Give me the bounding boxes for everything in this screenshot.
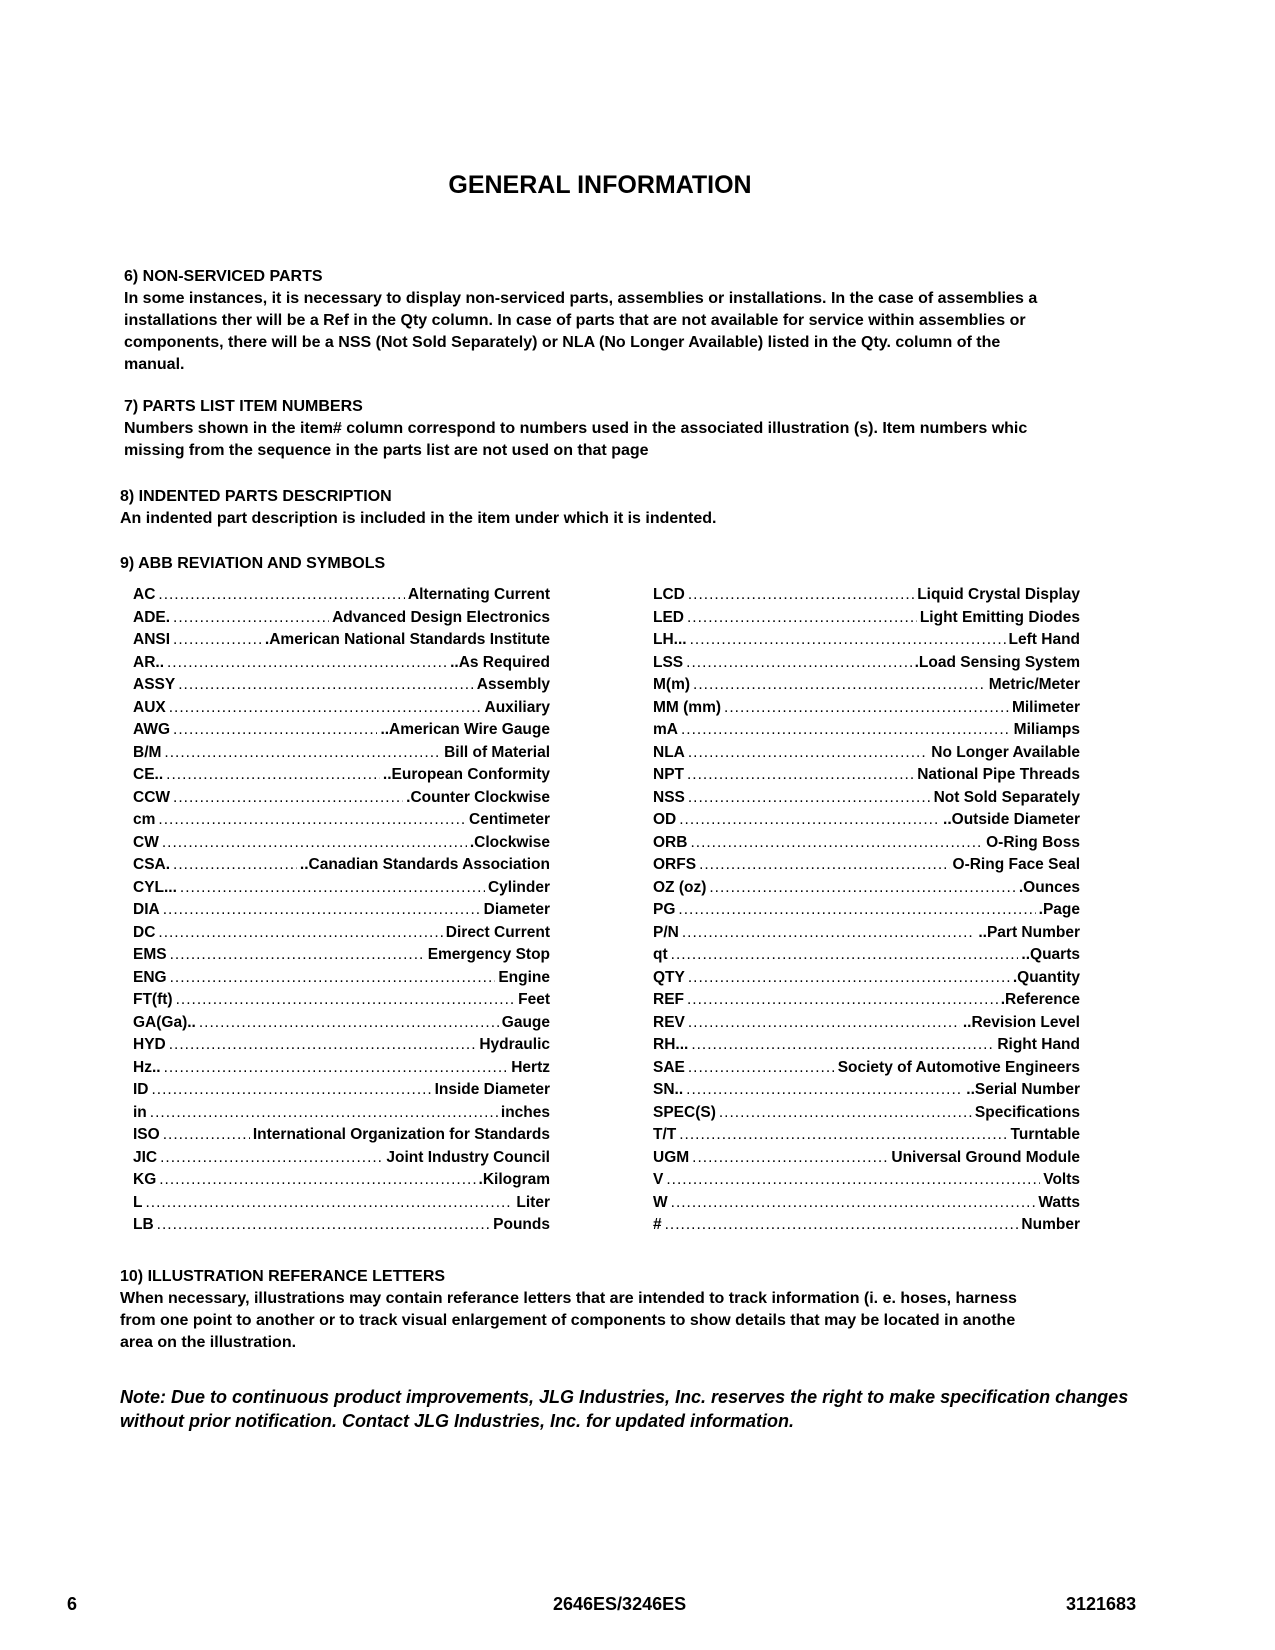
abbreviation-meaning: Right Hand	[997, 1036, 1080, 1053]
abbreviation-meaning: Advanced Design Electronics	[332, 608, 550, 626]
abbreviation-term: NSS	[653, 788, 685, 806]
abbreviation-row	[133, 699, 550, 722]
dot-leader	[159, 1171, 475, 1189]
abbreviation-row	[653, 1194, 1080, 1217]
abbreviation-term: LCD	[653, 586, 685, 603]
dot-leader	[709, 879, 1015, 897]
abbreviation-term: LB	[133, 1216, 154, 1233]
paragraph-line: An indented part description is included in the item under which it is indented.	[120, 510, 717, 527]
dot-leader	[158, 586, 405, 604]
abbreviation-term: KG	[133, 1171, 157, 1188]
abbreviation-term: EMS	[133, 946, 167, 963]
abbreviation-row	[653, 1036, 1080, 1059]
abbreviation-meaning: .Kilogram	[478, 1171, 550, 1188]
abbreviation-term: PG	[653, 901, 676, 918]
dot-leader	[666, 1171, 1040, 1189]
paragraph-line: Numbers shown in the item# column correspond to numbers used in the associated illustration (s). Item numbers whic	[124, 420, 1028, 437]
abbreviation-row	[653, 631, 1080, 654]
abbreviation-term: OZ (oz)	[653, 878, 707, 896]
abbreviation-term: CYL...	[133, 878, 177, 896]
abbreviation-term: HYD	[133, 1036, 166, 1053]
dot-leader	[690, 631, 1006, 649]
abbreviation-term: AWG	[133, 721, 171, 738]
abbreviation-row	[653, 721, 1080, 744]
abbreviation-row	[133, 789, 550, 812]
abbreviation-row	[653, 991, 1080, 1014]
dot-leader	[160, 1149, 383, 1167]
abbreviation-term: ID	[133, 1081, 149, 1098]
abbreviation-row	[133, 969, 550, 992]
abbreviation-row	[133, 946, 550, 969]
abbreviation-meaning: Not Sold Separately	[933, 788, 1080, 806]
abbreviation-meaning: Watts	[1038, 1193, 1080, 1211]
dot-leader	[724, 699, 1009, 717]
paragraph-line: components, there will be a NSS (Not Sold Separately) or NLA (No Longer Available) listed in the Qty. column of the	[124, 334, 1001, 351]
abbreviation-row	[653, 1126, 1080, 1149]
dot-leader	[688, 789, 931, 807]
abbreviation-term: ENG	[133, 968, 167, 986]
abbreviation-meaning: ..Revision Level	[962, 1013, 1080, 1031]
dot-leader	[162, 834, 467, 852]
abbreviation-meaning: Alternating Current	[407, 586, 550, 603]
abbreviation-term: ANSI	[133, 631, 171, 648]
abbreviation-term: LH...	[653, 631, 687, 648]
abbreviation-term: QTY	[653, 968, 685, 986]
dot-leader	[150, 1104, 498, 1122]
abbreviation-meaning: Cylinder	[487, 878, 550, 896]
abbreviation-meaning: .Page	[1038, 901, 1080, 918]
dot-leader	[681, 721, 1011, 739]
abbreviation-term: NLA	[653, 743, 685, 761]
abbreviation-term: B/M	[133, 743, 162, 761]
abbreviation-row	[653, 1216, 1080, 1239]
paragraph-line: missing from the sequence in the parts list are not used on that page	[124, 442, 649, 459]
dot-leader	[688, 969, 1010, 987]
abbreviation-meaning: Centimeter	[469, 811, 550, 828]
abbreviation-term: CSA.	[133, 856, 171, 873]
abbreviation-row	[653, 946, 1080, 969]
abbreviation-meaning: .Clockwise	[469, 833, 550, 851]
dot-leader	[686, 1081, 963, 1099]
abbreviation-meaning: .Quantity	[1012, 968, 1080, 986]
page-title: GENERAL INFORMATION	[448, 171, 752, 199]
abbreviation-meaning: No Longer Available	[931, 743, 1080, 761]
abbreviation-term: REV	[653, 1013, 685, 1031]
abbreviation-term: REF	[653, 991, 684, 1008]
abbreviation-row	[133, 1171, 550, 1194]
abbreviation-row	[653, 676, 1080, 699]
abbreviation-meaning: ..Canadian Standards Association	[299, 856, 550, 873]
section-heading: 7) PARTS LIST ITEM NUMBERS	[124, 398, 363, 415]
abbreviation-meaning: Assembly	[476, 676, 550, 693]
dot-leader	[163, 1126, 250, 1144]
paragraph-line: installations ther will be a Ref in the Qty column. In case of parts that are not available for service within assemblies or	[124, 312, 1026, 329]
abbreviation-meaning: Diameter	[483, 901, 550, 918]
abbreviation-meaning: O-Ring Boss	[986, 833, 1080, 851]
dot-leader	[173, 856, 297, 874]
abbreviation-meaning: Miliamps	[1013, 721, 1080, 738]
abbreviation-row	[133, 609, 550, 632]
dot-leader	[693, 676, 986, 694]
paragraph-line: from one point to another or to track visual enlargement of components to show details that may be located in anothe	[120, 1312, 1016, 1329]
abbreviation-row	[653, 609, 1080, 632]
dot-leader	[671, 946, 1019, 964]
abbreviation-meaning: inches	[500, 1103, 550, 1121]
abbreviation-meaning: ..Serial Number	[966, 1081, 1080, 1098]
abbreviation-meaning: O-Ring Face Seal	[952, 856, 1080, 873]
document-number: 3121683	[1066, 1594, 1137, 1614]
abbreviation-term: AR..	[133, 653, 164, 671]
abbreviation-meaning: Inside Diameter	[434, 1081, 550, 1098]
dot-leader	[199, 1014, 499, 1032]
abbreviation-meaning: .Reference	[1000, 991, 1080, 1008]
abbreviation-row	[133, 991, 550, 1014]
dot-leader	[158, 924, 442, 942]
abbreviation-row	[653, 766, 1080, 789]
abbreviation-row	[653, 1171, 1080, 1194]
abbreviation-row	[653, 1104, 1080, 1127]
abbreviation-meaning: .Load Sensing System	[914, 653, 1080, 671]
abbreviation-row	[133, 654, 550, 677]
abbreviation-list-right	[653, 586, 1080, 1239]
dot-leader	[687, 766, 914, 784]
abbreviation-meaning: ..Quarts	[1021, 946, 1080, 963]
dot-leader	[719, 1104, 972, 1122]
abbreviation-meaning: Liter	[516, 1193, 550, 1211]
dot-leader	[665, 1216, 1019, 1234]
dot-leader	[167, 654, 447, 672]
section-illustration-reference-letters	[120, 1266, 1130, 1354]
dot-leader	[671, 1194, 1036, 1212]
abbreviation-term: qt	[653, 946, 668, 963]
abbreviation-term: UGM	[653, 1148, 690, 1166]
abbreviation-meaning: Specifications	[974, 1103, 1080, 1121]
abbreviation-term: GA(Ga)..	[133, 1013, 196, 1031]
section-non-serviced-parts	[124, 266, 1134, 376]
abbreviation-row	[133, 1081, 550, 1104]
model-number: 2646ES/3246ES	[553, 1594, 687, 1614]
abbreviation-meaning: Volts	[1043, 1171, 1080, 1188]
abbreviation-term: T/T	[653, 1126, 677, 1143]
section-heading: 10) ILLUSTRATION REFERANCE LETTERS	[120, 1268, 446, 1285]
dot-leader	[692, 1149, 888, 1167]
paragraph-line: In some instances, it is necessary to display non-serviced parts, assemblies or installations. In the case of assemblies a	[124, 290, 1038, 307]
paragraph-line: area on the illustration.	[120, 1334, 297, 1351]
dot-leader	[176, 991, 516, 1009]
abbreviation-row	[133, 586, 550, 609]
abbreviation-row	[133, 1126, 550, 1149]
abbreviation-list-left	[133, 586, 550, 1239]
abbreviation-term: CCW	[133, 788, 171, 806]
abbreviation-row	[653, 924, 1080, 947]
abbreviation-meaning: Universal Ground Module	[891, 1148, 1080, 1166]
abbreviation-meaning: Metric/Meter	[988, 676, 1080, 693]
dot-leader	[686, 654, 911, 672]
abbreviation-term: L	[133, 1193, 143, 1211]
dot-leader	[164, 1059, 509, 1077]
abbreviation-row	[133, 811, 550, 834]
dot-leader	[173, 609, 329, 627]
abbreviation-row	[653, 811, 1080, 834]
abbreviation-row	[653, 834, 1080, 857]
abbreviation-row	[133, 721, 550, 744]
abbreviation-meaning: Turntable	[1010, 1126, 1080, 1143]
dot-leader	[170, 969, 496, 987]
abbreviation-term: FT(ft)	[133, 991, 173, 1008]
dot-leader	[169, 699, 482, 717]
abbreviation-term: DIA	[133, 901, 160, 918]
abbreviation-row	[653, 654, 1080, 677]
abbreviation-meaning: Society of Automotive Engineers	[837, 1058, 1080, 1076]
abbreviation-term: SAE	[653, 1058, 685, 1076]
section-heading: 6) NON-SERVICED PARTS	[124, 268, 323, 285]
dot-leader	[173, 789, 403, 807]
abbreviation-row	[653, 1081, 1080, 1104]
abbreviation-meaning: .American National Standards Institute	[264, 631, 550, 648]
abbreviation-row	[653, 901, 1080, 924]
abbreviation-row	[653, 1014, 1080, 1037]
abbreviation-row	[133, 1216, 550, 1239]
abbreviation-row	[653, 789, 1080, 812]
abbreviation-term: LED	[653, 608, 684, 626]
abbreviation-term: CW	[133, 833, 159, 851]
abbreviation-term: ISO	[133, 1126, 160, 1143]
abbreviation-row	[653, 586, 1080, 609]
abbreviation-term: mA	[653, 721, 678, 738]
abbreviation-meaning: Direct Current	[445, 923, 550, 941]
abbreviation-term: CE..	[133, 766, 164, 783]
dot-leader	[173, 631, 262, 649]
abbreviation-row	[133, 766, 550, 789]
abbreviation-row	[133, 1104, 550, 1127]
abbreviation-meaning: Light Emitting Diodes	[919, 608, 1080, 626]
dot-leader	[145, 1194, 513, 1212]
abbreviation-row	[133, 1036, 550, 1059]
dot-leader	[166, 766, 380, 784]
dot-leader	[180, 879, 485, 897]
abbreviation-meaning: Gauge	[501, 1013, 550, 1031]
abbreviation-term: ORB	[653, 833, 688, 851]
abbreviation-term: AC	[133, 586, 156, 603]
abbreviation-meaning: Auxiliary	[484, 698, 550, 716]
note-line: Note: Due to continuous product improvements, JLG Industries, Inc. reserves the right to make specification changes	[120, 1387, 1129, 1407]
section-heading: 8) INDENTED PARTS DESCRIPTION	[120, 488, 392, 505]
abbreviation-row	[133, 631, 550, 654]
abbreviation-term: ORFS	[653, 856, 697, 873]
dot-leader	[170, 946, 425, 964]
abbreviation-meaning: International Organization for Standards	[252, 1126, 550, 1143]
abbreviation-row	[653, 856, 1080, 879]
abbreviation-meaning: Feet	[518, 991, 550, 1008]
dot-leader	[682, 924, 976, 942]
dot-leader	[688, 1014, 960, 1032]
abbreviation-term: RH...	[653, 1036, 689, 1053]
abbreviation-row	[653, 1149, 1080, 1172]
abbreviation-meaning: .Counter Clockwise	[406, 788, 550, 806]
abbreviation-term: W	[653, 1193, 668, 1211]
dot-leader	[158, 811, 466, 829]
abbreviation-meaning: Emergency Stop	[427, 946, 550, 963]
dot-leader	[163, 901, 481, 919]
abbreviation-term: Hz..	[133, 1058, 161, 1076]
abbreviation-term: JIC	[133, 1148, 158, 1166]
dot-leader	[164, 744, 441, 762]
dot-leader	[173, 721, 377, 739]
paragraph-line: When necessary, illustrations may contain referance letters that are intended to track information (i. e. hoses, harness	[120, 1290, 1017, 1307]
abbreviation-row	[133, 1014, 550, 1037]
abbreviation-term: AUX	[133, 698, 166, 716]
dot-leader	[178, 676, 474, 694]
abbreviation-row	[653, 699, 1080, 722]
abbreviation-row	[653, 969, 1080, 992]
abbreviation-row	[133, 879, 550, 902]
abbreviation-term: cm	[133, 811, 156, 828]
paragraph-line: manual.	[124, 356, 185, 373]
page-number: 6	[67, 1594, 78, 1614]
abbreviation-term: SN..	[653, 1081, 684, 1098]
abbreviation-meaning: Number	[1021, 1216, 1080, 1233]
abbreviation-term: SPEC(S)	[653, 1103, 716, 1121]
abbreviation-meaning: Hydraulic	[479, 1036, 550, 1053]
abbreviation-row	[133, 924, 550, 947]
abbreviation-term: V	[653, 1171, 664, 1188]
section-parts-list-item-numbers	[124, 396, 1134, 462]
abbreviation-term: OD	[653, 811, 677, 828]
dot-leader	[679, 1126, 1007, 1144]
dot-leader	[152, 1081, 432, 1099]
abbreviation-meaning: .Ounces	[1018, 878, 1080, 896]
dot-leader	[678, 901, 1035, 919]
abbreviation-meaning: ..American Wire Gauge	[380, 721, 550, 738]
abbreviation-term: LSS	[653, 653, 684, 671]
abbreviation-meaning: Liquid Crystal Display	[917, 586, 1080, 603]
dot-leader	[699, 856, 949, 874]
abbreviation-meaning: Pounds	[493, 1216, 550, 1233]
abbreviation-row	[133, 834, 550, 857]
abbreviation-row	[133, 1194, 550, 1217]
abbreviation-meaning: ..As Required	[450, 653, 550, 671]
abbreviation-row	[133, 901, 550, 924]
dot-leader	[687, 609, 917, 627]
section-indented-parts-description	[120, 486, 1130, 530]
abbreviation-row	[653, 1059, 1080, 1082]
abbreviation-meaning: Joint Industry Council	[386, 1148, 550, 1166]
abbreviation-row	[133, 676, 550, 699]
note	[120, 1385, 1134, 1433]
section-abbreviations	[120, 553, 1130, 575]
dot-leader	[688, 1059, 835, 1077]
abbreviation-term: NPT	[653, 766, 684, 783]
abbreviation-meaning: Engine	[498, 968, 550, 986]
abbreviation-term: #	[653, 1216, 662, 1233]
abbreviation-row	[133, 856, 550, 879]
abbreviation-meaning: Bill of Material	[444, 743, 550, 761]
abbreviation-row	[653, 879, 1080, 902]
abbreviation-term: DC	[133, 923, 156, 941]
dot-leader	[690, 834, 983, 852]
abbreviation-meaning: ..Part Number	[978, 923, 1080, 941]
abbreviation-meaning: Hertz	[511, 1058, 550, 1076]
abbreviation-row	[653, 744, 1080, 767]
abbreviation-meaning: Milimeter	[1011, 698, 1080, 716]
abbreviation-meaning: Left Hand	[1008, 631, 1080, 648]
abbreviation-row	[133, 1149, 550, 1172]
dot-leader	[169, 1036, 477, 1054]
abbreviation-term: ADE.	[133, 608, 171, 626]
dot-leader	[688, 586, 914, 604]
abbreviation-meaning: ..Outside Diameter	[943, 811, 1080, 828]
abbreviation-term: MM (mm)	[653, 698, 722, 716]
dot-leader	[679, 811, 940, 829]
abbreviation-meaning: ..European Conformity	[382, 766, 550, 783]
dot-leader	[157, 1216, 490, 1234]
abbreviation-term: in	[133, 1103, 147, 1121]
abbreviation-term: M(m)	[653, 676, 691, 693]
abbreviation-term: P/N	[653, 923, 679, 941]
section-heading: 9) ABB REVIATION AND SYMBOLS	[120, 555, 386, 572]
abbreviation-term: ASSY	[133, 676, 176, 693]
dot-leader	[687, 991, 998, 1009]
abbreviation-row	[133, 1059, 550, 1082]
dot-leader	[691, 1036, 994, 1054]
note-line: without prior notification. Contact JLG Industries, Inc. for updated information.	[120, 1411, 794, 1431]
dot-leader	[688, 744, 928, 762]
abbreviation-row	[133, 744, 550, 767]
abbreviation-meaning: National Pipe Threads	[917, 766, 1080, 783]
